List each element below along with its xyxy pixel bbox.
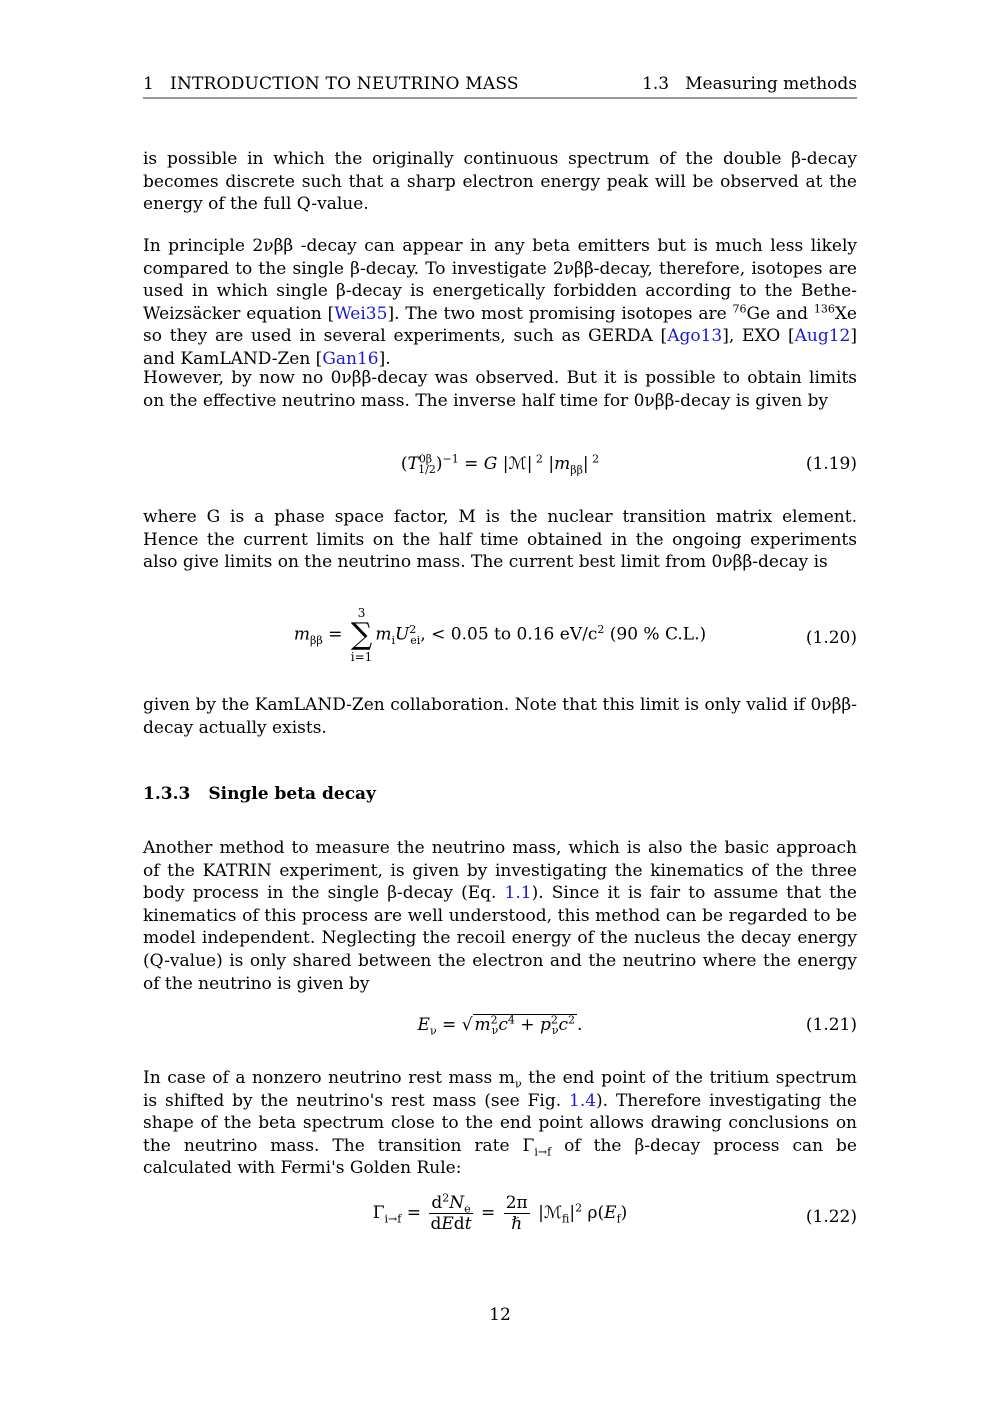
equation-number: (1.20): [805, 628, 857, 648]
running-header: [143, 73, 857, 99]
paragraph-3: However, by now no 0νββ-decay was observed. But it is possible to obtain limits on the effective neutrino mass. The inverse half time for 0νββ-decay is given by: [143, 368, 857, 411]
citation-link[interactable]: Ago13: [667, 326, 723, 347]
header-section: 1.3 Measuring methods: [642, 74, 857, 94]
fraction: $\frac{d^2N_e}{\text{dEdt}}$: [430, 1191, 472, 1234]
equation-number: (1.22): [805, 1207, 857, 1227]
summation: 3 ∑ i=1: [350, 606, 373, 664]
citation-link[interactable]: Wei35: [334, 303, 388, 324]
paragraph-2: In principle 2νββ -decay can appear in any beta emitters but is much less likely compared to the single β-decay. To investigate 2νββ-decay, therefore, isotopes are used in which single β-decay is energetically forbidden according to the Bethe-Weizsäcker equation [Wei35]. The two most promising isotopes are $^{76}$Ge and $^{136}$Xe so they are used in several experiments, such as GERDA [Ago13], EXO [Aug12] and KamLAND-Zen [Gan16].: [143, 236, 857, 369]
fraction: $\frac{2\pi}{\text{ℏ}}$: [505, 1193, 528, 1234]
equation-body: $(T^{0\beta}_{1/2})^{-1} = G$ |ℳ| $^2$ $|m_{\beta\beta}|$ $^2$: [400, 452, 600, 477]
paragraph-4: where G is a phase space factor, M is the nuclear transition matrix element. Hence the current limits on the half time obtained in the ongoing experiments also give limits on the neutrino mass. The current best limit from 0νββ-decay is: [143, 507, 857, 573]
equation-body: $\Gamma_{i\to f}$ = $\frac{d^2N_e}{\text{dEdt}}$ = $\frac{2\pi}{\text{ℏ}}$ $|ℳ_{fi}|^2$ $\rho(E_f)$: [372, 1191, 628, 1234]
paragraph-1: is possible in which the originally continuous spectrum of the double β-decay becomes discrete such that a sharp electron energy peak will be observed at the energy of the full Q-value.: [143, 149, 857, 215]
equation-number: (1.21): [805, 1015, 857, 1035]
paragraph-6: Another method to measure the neutrino mass, which is also the basic approach of the KATRIN experiment, is given by investigating the kinematics of the three body process in the single β-decay (Eq. 1.1). Since it is fair to assume that the kinematics of this process are well understood, this method can be regarded to be model independent. Neglecting the recoil energy of the nucleus the decay energy (Q-value) is only shared between the electron and the neutrino where the energy of the neutrino is given by: [143, 838, 857, 994]
section-heading: 1.3.3 Single beta decay: [143, 784, 376, 804]
document-page: [143, 0, 857, 1414]
header-chapter: 1 INTRODUCTION TO NEUTRINO MASS: [143, 74, 519, 94]
equation-number: (1.19): [805, 454, 857, 474]
figure-ref-link[interactable]: 1.4: [569, 1090, 597, 1111]
equation-ref-link[interactable]: 1.1: [504, 883, 532, 904]
equation-body: $m_{\beta\beta}$ = 3 ∑ i=1 $m_iU^2_{ei}$, < 0.05 to 0.16 $eV/c^2$ (90 % C.L.): [293, 606, 707, 664]
paragraph-5: given by the KamLAND-Zen collaboration. Note that this limit is only valid if 0νββ-decay actually exists.: [143, 695, 857, 738]
equation-body: $E_\nu$ = √ $m^2_\nu c^4 + p^2_\nu c^2$ .: [417, 1013, 583, 1038]
citation-link[interactable]: Aug12: [794, 326, 851, 347]
equation-1-20: [143, 606, 857, 670]
equation-1-22: [143, 1193, 857, 1239]
citation-link[interactable]: Gan16: [322, 348, 379, 369]
paragraph-7: In case of a nonzero neutrino rest mass $m_\nu$ the end point of the tritium spectrum is shifted by the neutrino's rest mass (see Fig. 1.4). Therefore investigating the shape of the beta spectrum close to the end point allows drawing conclusions on the neutrino mass. The transition rate $\Gamma_{i\to f}$ of the β-decay process can be calculated with Fermi's Golden Rule:: [143, 1068, 857, 1179]
page-number: 12: [489, 1305, 511, 1325]
